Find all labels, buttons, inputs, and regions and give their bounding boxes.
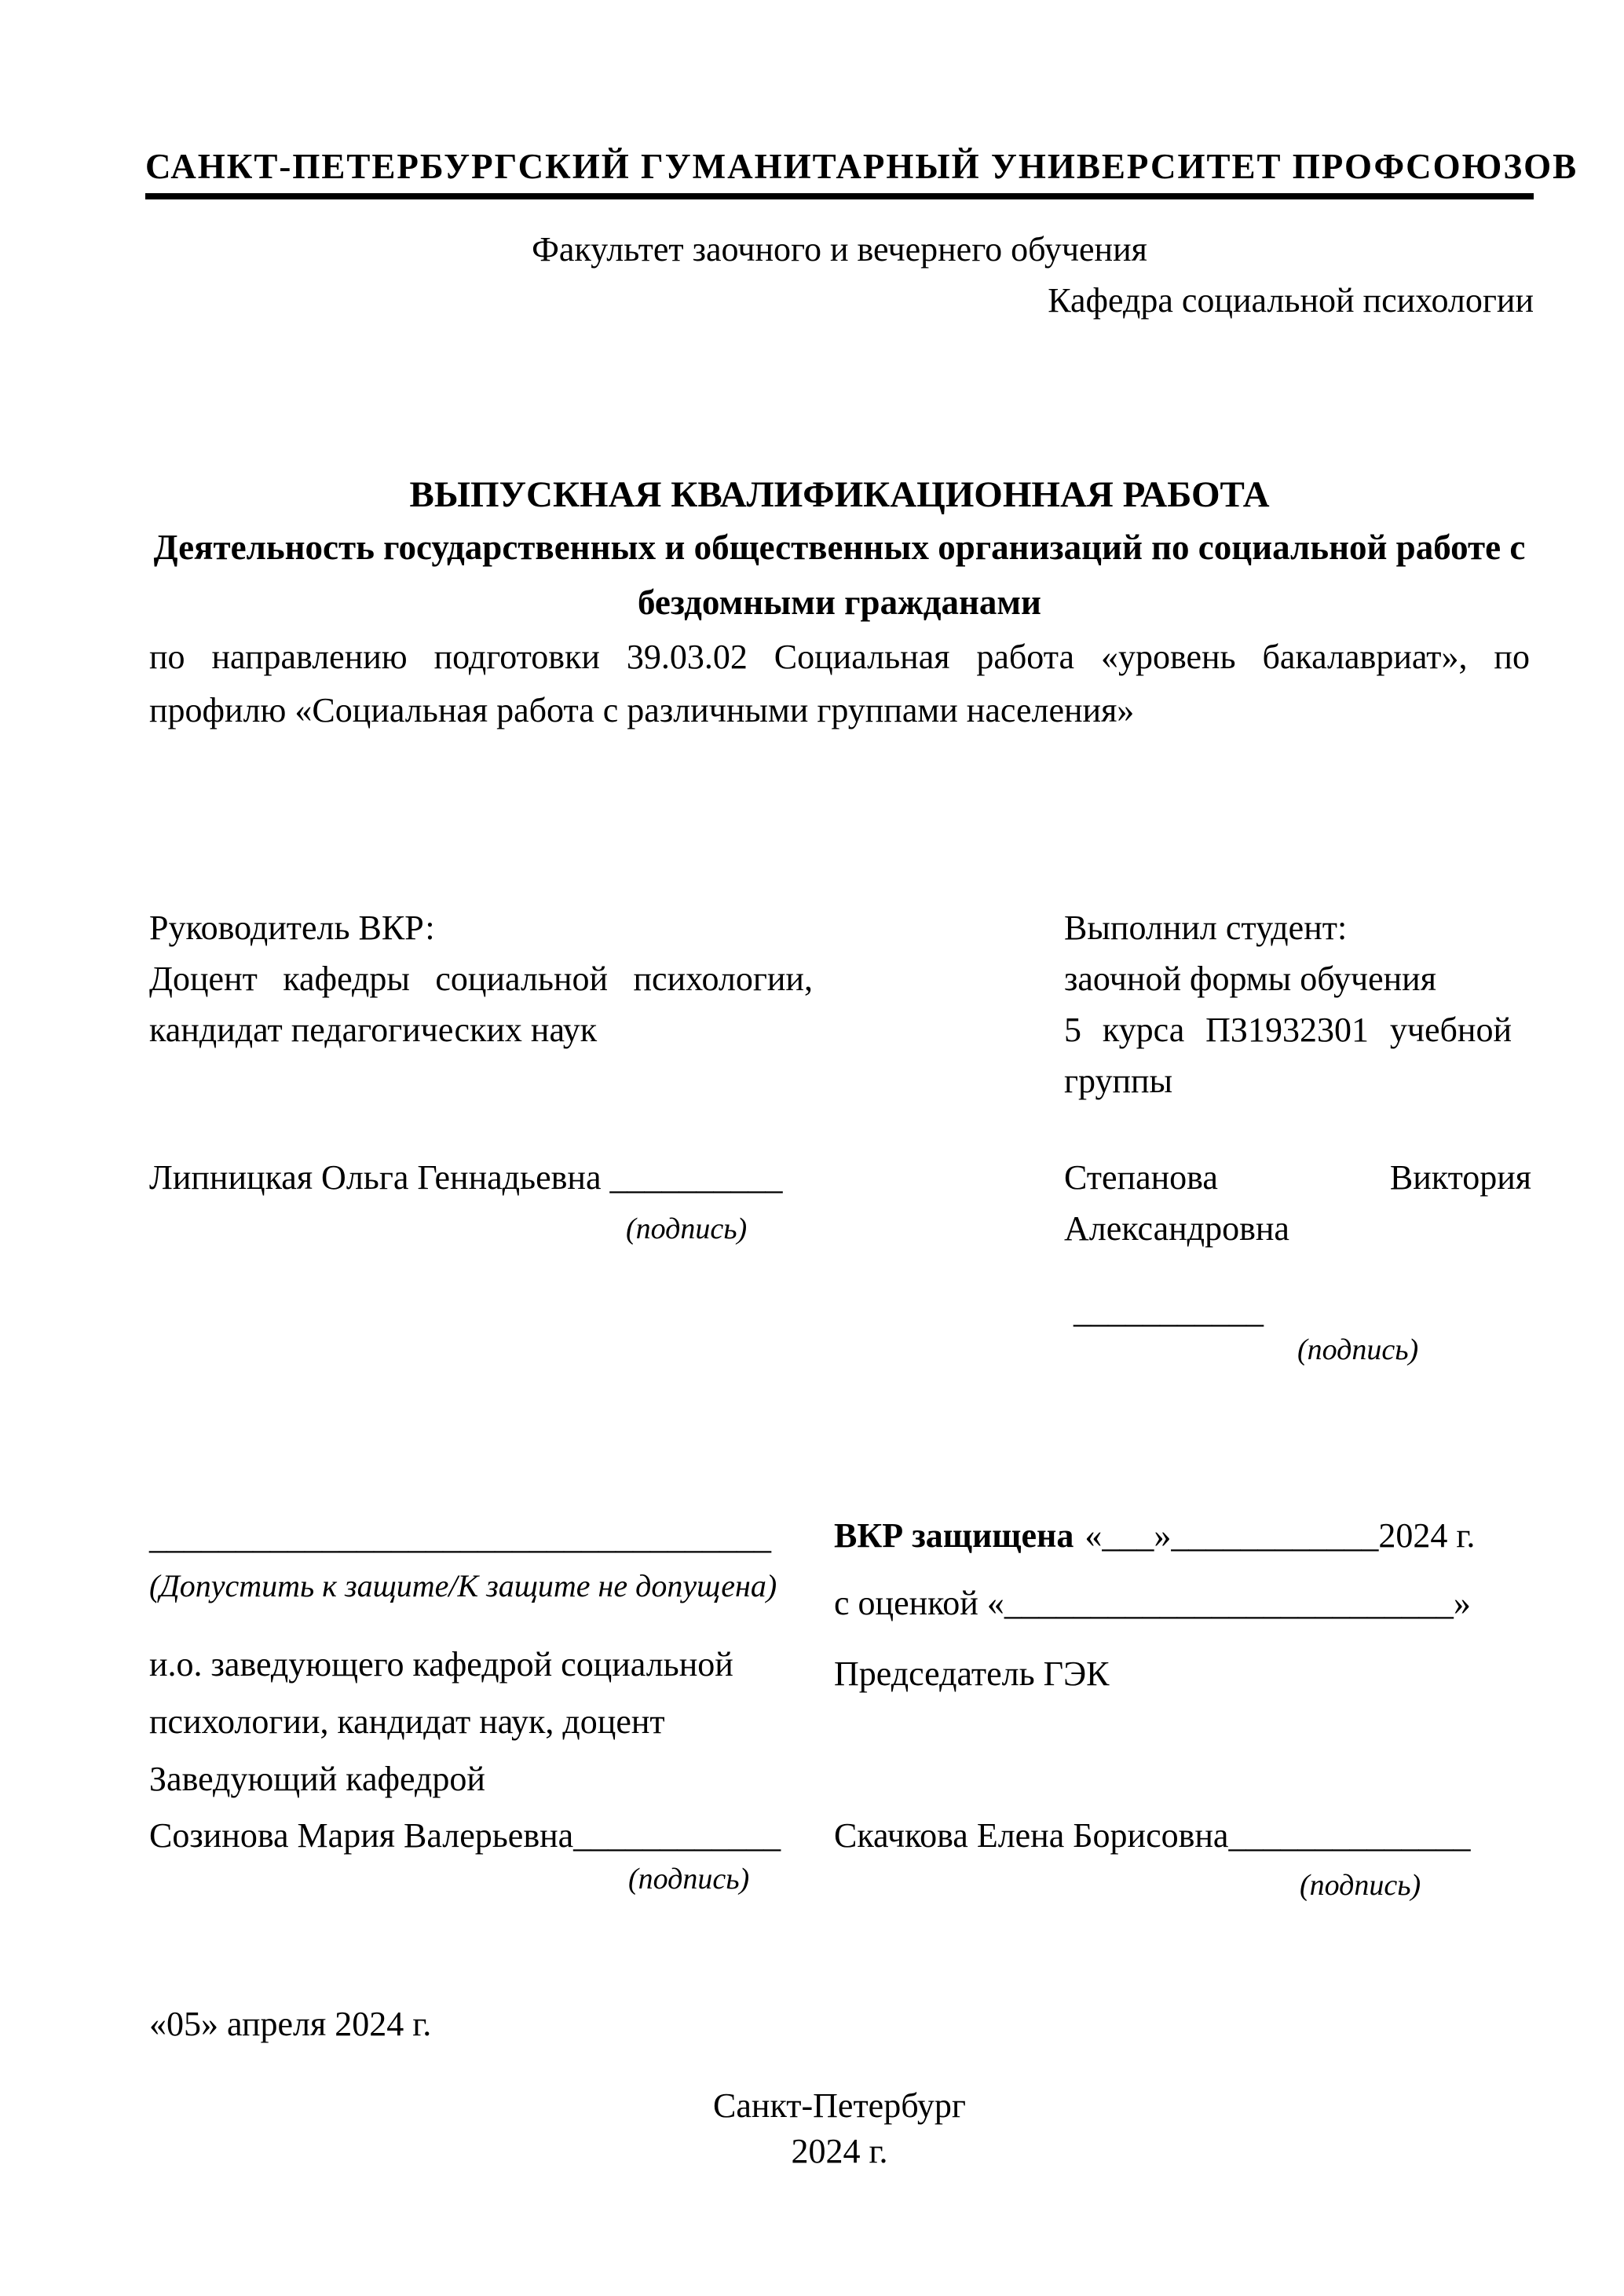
admission-blank-line: ____________________________________ [149, 1518, 771, 1556]
student-signature-blank: ___________ [1074, 1292, 1264, 1330]
word: «уровень [1100, 638, 1236, 676]
defense-label: ВКР защищена [834, 1516, 1074, 1555]
student-heading: Выполнил студент: [1064, 909, 1348, 947]
word: Степанова [1064, 1158, 1218, 1197]
student-name-line-1 [1064, 1158, 1531, 1197]
faculty-name: Факультет заочного и вечернего обучения [532, 230, 1147, 269]
word: по [1494, 638, 1530, 676]
word: подготовки [433, 638, 600, 676]
word: 39.03.02 [626, 638, 748, 676]
admission-official-line-2: психологии, кандидат наук, доцент [149, 1702, 665, 1741]
supervisor-position-line-1 [149, 962, 813, 996]
program-line-1 [149, 640, 1530, 675]
word: социальной [435, 960, 609, 998]
student-info-line-1: заочной формы обучения [1064, 960, 1436, 998]
word: по [149, 638, 185, 676]
word: курса [1102, 1011, 1185, 1049]
topic-line-2: бездомными гражданами [638, 583, 1041, 622]
topic-line-1: Деятельность государственных и общественных организаций по социальной работе с [153, 528, 1526, 567]
student-signature-caption: (подпись) [1297, 1333, 1419, 1366]
word: направлению [211, 638, 408, 676]
supervisor-signature-caption: (подпись) [626, 1212, 748, 1245]
student-name-line-2: Александровна [1064, 1209, 1289, 1248]
footer-city: Санкт-Петербург [713, 2086, 966, 2125]
student-info-line-3: группы [1064, 1062, 1173, 1100]
word: Виктория [1389, 1158, 1531, 1197]
department-head-name-signature-line: Созинова Мария Валерьевна____________ [149, 1816, 781, 1855]
word: 5 [1064, 1011, 1081, 1049]
word: работа [976, 638, 1075, 676]
word: Социальная [774, 638, 950, 676]
supervisor-name-signature-line: Липницкая Ольга Геннадьевна __________ [149, 1158, 783, 1197]
word: ПЗ1932301 [1205, 1011, 1369, 1049]
work-type-heading: ВЫПУСКНАЯ КВАЛИФИКАЦИОННАЯ РАБОТА [409, 474, 1270, 515]
university-name: САНКТ-ПЕТЕРБУРГСКИЙ ГУМАНИТАРНЫЙ УНИВЕРСИТЕТ ПРОФСОЮЗОВ [145, 147, 1578, 186]
footer-year: 2024 г. [791, 2132, 888, 2170]
defense-grade-line: с оценкой «__________________________» [834, 1584, 1471, 1622]
word: бакалавриат», [1262, 638, 1468, 676]
student-info-line-2 [1064, 1013, 1512, 1047]
word: Доцент [149, 960, 258, 998]
program-line-2: профилю «Социальная работа с различными группами населения» [149, 691, 1135, 729]
defense-date-blank: «___»____________2024 г. [1084, 1516, 1476, 1555]
department-head-signature-caption: (подпись) [628, 1863, 750, 1896]
header-rule [145, 193, 1534, 199]
admission-official-line-1: и.о. заведующего кафедрой социальной [149, 1645, 733, 1684]
admission-official-line-3: Заведующий кафедрой [149, 1760, 485, 1798]
department-name: Кафедра социальной психологии [1048, 281, 1534, 320]
supervisor-position-line-2: кандидат педагогических наук [149, 1011, 598, 1049]
approval-date: «05» апреля 2024 г. [149, 2005, 432, 2043]
chairman-name-signature-line: Скачкова Елена Борисовна______________ [834, 1816, 1471, 1855]
defense-line [834, 1516, 1476, 1555]
supervisor-heading: Руководитель ВКР: [149, 909, 435, 947]
word: кафедры [283, 960, 410, 998]
word: психологии, [633, 960, 813, 998]
admission-caption: (Допустить к защите/К защите не допущена) [149, 1568, 777, 1603]
word: учебной [1389, 1011, 1512, 1049]
chairman-signature-caption: (подпись) [1300, 1869, 1421, 1902]
chairman-title: Председатель ГЭК [834, 1654, 1110, 1693]
